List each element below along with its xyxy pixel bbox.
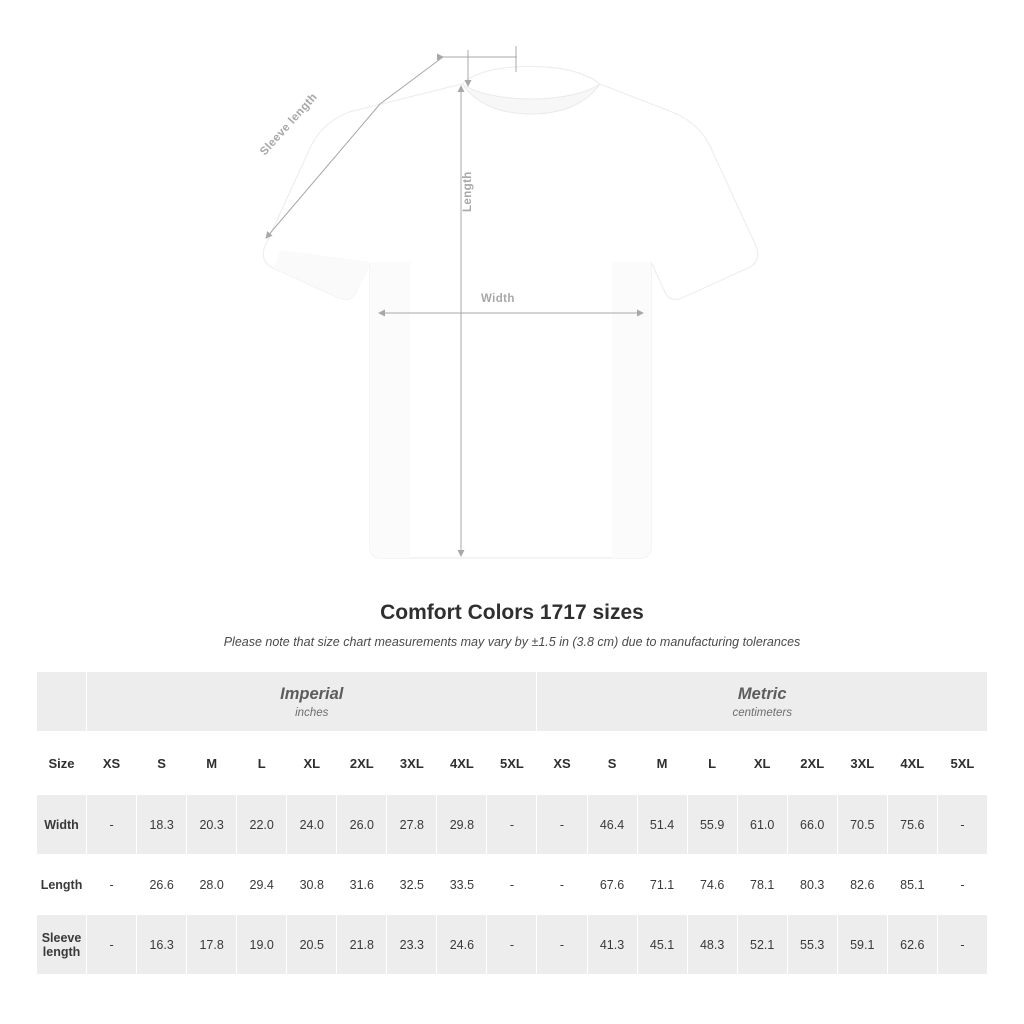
cell-sleeve-metric-2xl: 55.3 [787, 915, 837, 975]
size-header-imperial-2xl: 2XL [337, 732, 387, 795]
cell-sleeve-imperial-l: 19.0 [237, 915, 287, 975]
cell-sleeve-metric-l: 48.3 [687, 915, 737, 975]
size-header-metric-xs: XS [537, 732, 587, 795]
size-header-imperial-5xl: 5XL [487, 732, 537, 795]
size-header-metric-l: L [687, 732, 737, 795]
cell-sleeve-imperial-s: 16.3 [137, 915, 187, 975]
cell-width-imperial-5xl: - [487, 795, 537, 855]
length-label: Length [462, 171, 474, 212]
row-label-width: Width [37, 795, 87, 855]
cell-sleeve-imperial-2xl: 21.8 [337, 915, 387, 975]
row-label-length: Length [37, 855, 87, 915]
cell-width-metric-5xl: - [937, 795, 987, 855]
cell-width-metric-xs: - [537, 795, 587, 855]
cell-length-metric-s: 67.6 [587, 855, 637, 915]
cell-sleeve-metric-xl: 52.1 [737, 915, 787, 975]
cell-length-metric-m: 71.1 [637, 855, 687, 915]
unit-name-imperial: Imperial [280, 684, 344, 703]
cell-sleeve-imperial-xs: - [87, 915, 137, 975]
cell-length-imperial-xs: - [87, 855, 137, 915]
cell-sleeve-metric-s: 41.3 [587, 915, 637, 975]
cell-width-imperial-xs: - [87, 795, 137, 855]
cell-length-imperial-xl: 30.8 [287, 855, 337, 915]
size-column-header: Size [37, 732, 87, 795]
size-header-imperial-m: M [187, 732, 237, 795]
cell-sleeve-metric-xs: - [537, 915, 587, 975]
cell-length-imperial-2xl: 31.6 [337, 855, 387, 915]
table-row [37, 915, 988, 975]
size-chart-table [36, 671, 988, 975]
unit-sub-imperial: inches [295, 706, 329, 719]
cell-width-imperial-l: 22.0 [237, 795, 287, 855]
size-table-wrapper [36, 671, 988, 975]
cell-length-metric-3xl: 82.6 [837, 855, 887, 915]
cell-width-metric-m: 51.4 [637, 795, 687, 855]
unit-sub-metric: centimeters [732, 706, 792, 719]
unit-header-row [37, 672, 988, 732]
cell-length-imperial-5xl: - [487, 855, 537, 915]
cell-width-imperial-3xl: 27.8 [387, 795, 437, 855]
unit-header-imperial [87, 672, 537, 732]
cell-sleeve-imperial-5xl: - [487, 915, 537, 975]
cell-sleeve-metric-m: 45.1 [637, 915, 687, 975]
cell-width-metric-4xl: 75.6 [887, 795, 937, 855]
cell-length-imperial-m: 28.0 [187, 855, 237, 915]
cell-sleeve-metric-3xl: 59.1 [837, 915, 887, 975]
size-header-imperial-4xl: 4XL [437, 732, 487, 795]
size-header-metric-s: S [587, 732, 637, 795]
size-header-metric-2xl: 2XL [787, 732, 837, 795]
width-label: Width [481, 293, 515, 305]
cell-width-metric-l: 55.9 [687, 795, 737, 855]
size-header-metric-3xl: 3XL [837, 732, 887, 795]
cell-sleeve-imperial-4xl: 24.6 [437, 915, 487, 975]
cell-length-metric-2xl: 80.3 [787, 855, 837, 915]
cell-length-imperial-l: 29.4 [237, 855, 287, 915]
cell-length-metric-4xl: 85.1 [887, 855, 937, 915]
tolerance-note: Please note that size chart measurements may vary by ±1.5 in (3.8 cm) due to manufacturing tolerances [223, 635, 801, 649]
size-header-row [37, 732, 988, 795]
cell-width-metric-xl: 61.0 [737, 795, 787, 855]
cell-sleeve-metric-4xl: 62.6 [887, 915, 937, 975]
cell-width-imperial-xl: 24.0 [287, 795, 337, 855]
chart-heading [0, 601, 1024, 649]
cell-length-metric-5xl: - [937, 855, 987, 915]
sleeve-length-label: Sleeve length [258, 91, 321, 159]
cell-sleeve-imperial-xl: 20.5 [287, 915, 337, 975]
size-header-imperial-l: L [237, 732, 287, 795]
table-row [37, 855, 988, 915]
page-title: Comfort Colors 1717 sizes [380, 601, 644, 624]
size-header-imperial-3xl: 3XL [387, 732, 437, 795]
cell-sleeve-metric-5xl: - [937, 915, 987, 975]
size-header-metric-m: M [637, 732, 687, 795]
cell-length-imperial-4xl: 33.5 [437, 855, 487, 915]
cell-sleeve-imperial-3xl: 23.3 [387, 915, 437, 975]
size-header-imperial-xs: XS [87, 732, 137, 795]
table-row [37, 795, 988, 855]
unit-name-metric: Metric [737, 684, 787, 703]
cell-width-metric-s: 46.4 [587, 795, 637, 855]
row-label-sleeve-length: Sleeve length [37, 915, 87, 975]
cell-length-imperial-s: 26.6 [137, 855, 187, 915]
cell-width-imperial-4xl: 29.8 [437, 795, 487, 855]
cell-sleeve-imperial-m: 17.8 [187, 915, 237, 975]
cell-width-imperial-2xl: 26.0 [337, 795, 387, 855]
table-corner-cell [37, 672, 87, 732]
cell-width-metric-3xl: 70.5 [837, 795, 887, 855]
cell-length-imperial-3xl: 32.5 [387, 855, 437, 915]
size-header-metric-xl: XL [737, 732, 787, 795]
cell-length-metric-l: 74.6 [687, 855, 737, 915]
size-header-metric-5xl: 5XL [937, 732, 987, 795]
cell-length-metric-xl: 78.1 [737, 855, 787, 915]
cell-width-imperial-s: 18.3 [137, 795, 187, 855]
size-header-metric-4xl: 4XL [887, 732, 937, 795]
size-header-imperial-xl: XL [287, 732, 337, 795]
cell-length-metric-xs: - [537, 855, 587, 915]
cell-width-metric-2xl: 66.0 [787, 795, 837, 855]
cell-width-imperial-m: 20.3 [187, 795, 237, 855]
unit-header-metric [537, 672, 988, 732]
size-header-imperial-s: S [137, 732, 187, 795]
